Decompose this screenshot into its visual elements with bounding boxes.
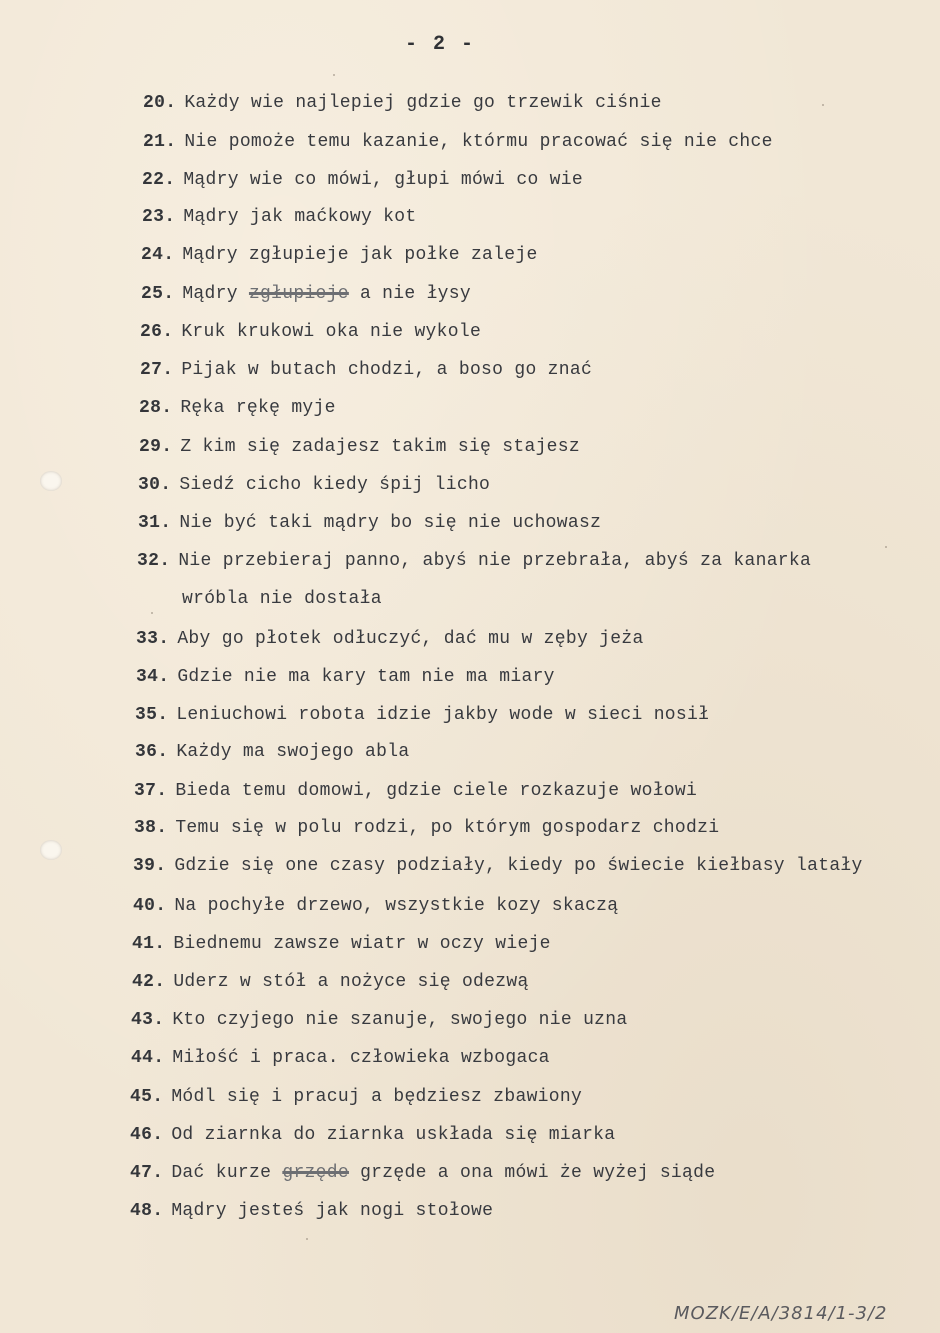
item-text: Od ziarnka do ziarnka uskłada się miarka <box>171 1125 616 1145</box>
item-number: 42. <box>132 972 166 992</box>
item-number: 40. <box>133 896 167 916</box>
struck-text: zgłupieje <box>248 284 349 304</box>
paper-speck <box>822 104 824 106</box>
paper-speck <box>333 74 335 76</box>
item-number: 31. <box>138 513 172 533</box>
list-item <box>133 856 863 876</box>
item-number: 38. <box>134 818 168 838</box>
struck-text: grzęde <box>282 1163 349 1183</box>
item-text: Bieda temu domowi, gdzie ciele rozkazuje wołowi <box>175 781 698 801</box>
list-item <box>142 170 583 190</box>
list-item <box>132 934 551 954</box>
list-item <box>130 1201 493 1221</box>
list-item <box>136 667 555 687</box>
item-number: 37. <box>134 781 168 801</box>
list-item <box>133 896 618 916</box>
list-item <box>142 207 416 227</box>
list-item <box>135 705 709 725</box>
item-number: 34. <box>136 667 170 687</box>
list-item <box>141 245 538 265</box>
item-number: 44. <box>131 1048 165 1068</box>
item-text: Mądry wie co mówi, głupi mówi co wie <box>183 170 583 190</box>
item-text: Mądry jak maćkowy kot <box>183 207 417 227</box>
list-item <box>135 742 409 762</box>
list-item <box>134 781 697 801</box>
list-item <box>130 1125 615 1145</box>
item-number: 27. <box>140 360 174 380</box>
list-item <box>140 322 481 342</box>
punch-hole <box>40 840 62 860</box>
punch-hole <box>40 471 62 491</box>
item-text: Na pochyłe drzewo, wszystkie kozy skaczą <box>174 896 619 916</box>
item-number: 20. <box>143 93 177 113</box>
list-item <box>138 513 601 533</box>
list-item <box>141 284 471 304</box>
list-item <box>130 1163 715 1183</box>
item-text: Siedź cicho kiedy śpij licho <box>179 475 491 495</box>
item-number: 48. <box>130 1201 164 1221</box>
item-number: 26. <box>140 322 174 342</box>
list-item <box>143 93 662 113</box>
paper-speck <box>306 1238 308 1240</box>
item-number: 33. <box>136 629 170 649</box>
list-item-continuation <box>182 589 382 609</box>
item-text: Kto czyjego nie szanuje, swojego nie uzna <box>172 1010 628 1030</box>
item-text: Kruk krukowi oka nie wykole <box>181 322 482 342</box>
item-text: Z kim się zadajesz takim się stajesz <box>180 437 580 457</box>
list-item <box>132 972 529 992</box>
item-text: Gdzie się one czasy podziały, kiedy po świecie kiełbasy latały <box>174 856 863 876</box>
item-number: 43. <box>131 1010 165 1030</box>
list-item <box>137 551 811 571</box>
item-text: Miłość i praca. człowieka wzbogaca <box>172 1048 550 1068</box>
item-number: 47. <box>130 1163 164 1183</box>
list-item <box>131 1048 550 1068</box>
item-number: 35. <box>135 705 169 725</box>
item-text: Ręka rękę myje <box>180 398 336 418</box>
item-text: Aby go płotek odłuczyć, dać mu w zęby jeża <box>177 629 644 649</box>
list-item <box>139 398 336 418</box>
item-text: Gdzie nie ma kary tam nie ma miary <box>177 667 555 687</box>
item-text: Módl się i pracuj a będziesz zbawiony <box>171 1087 583 1107</box>
item-text: Uderz w stół a nożyce się odezwą <box>173 972 529 992</box>
paper-speck <box>885 546 887 548</box>
item-text: Mądry jesteś jak nogi stołowe <box>171 1201 494 1221</box>
item-text: Każdy wie najlepiej gdzie go trzewik ciśnie <box>184 93 662 113</box>
item-text: Leniuchowi robota idzie jakby wode w sieci nosił <box>176 705 710 725</box>
item-number: 46. <box>130 1125 164 1145</box>
item-number: 32. <box>137 551 171 571</box>
item-text: Każdy ma swojego abla <box>176 742 410 762</box>
archive-signature: MOZK/E/A/3814/1-3/2 <box>674 1303 888 1324</box>
list-item <box>131 1010 627 1030</box>
list-item <box>140 360 592 380</box>
item-number: 36. <box>135 742 169 762</box>
item-text: Temu się w polu rodzi, po którym gospodarz chodzi <box>175 818 720 838</box>
item-number: 21. <box>143 132 177 152</box>
list-item <box>143 132 773 152</box>
item-number: 24. <box>141 245 175 265</box>
list-item <box>138 475 490 495</box>
item-text: Nie przebieraj panno, abyś nie przebrała, abyś za kanarka <box>178 551 812 571</box>
item-text: Nie pomoże temu kazanie, którmu pracować się nie chce <box>184 132 773 152</box>
item-number: 23. <box>142 207 176 227</box>
paper-speck <box>151 612 153 614</box>
item-number: 39. <box>133 856 167 876</box>
item-number: 45. <box>130 1087 164 1107</box>
item-text: Dać kurze grzęde grzęde a ona mówi że wyżej siąde <box>171 1163 716 1183</box>
item-number: 28. <box>139 398 173 418</box>
item-number: 29. <box>139 437 173 457</box>
item-number: 25. <box>141 284 175 304</box>
list-item <box>136 629 644 649</box>
item-text: wróbla nie dostała <box>182 589 382 609</box>
item-text: Mądry zgłupieje a nie łysy <box>182 284 471 304</box>
list-item <box>139 437 580 457</box>
item-text: Pijak w butach chodzi, a boso go znać <box>181 360 593 380</box>
item-number: 22. <box>142 170 176 190</box>
list-item <box>134 818 719 838</box>
item-number: 30. <box>138 475 172 495</box>
item-text: Mądry zgłupieje jak połke zaleje <box>182 245 538 265</box>
list-item <box>130 1087 582 1107</box>
page-number: - 2 - <box>404 33 475 56</box>
item-text: Biednemu zawsze wiatr w oczy wieje <box>173 934 551 954</box>
item-text: Nie być taki mądry bo się nie uchowasz <box>179 513 602 533</box>
item-number: 41. <box>132 934 166 954</box>
